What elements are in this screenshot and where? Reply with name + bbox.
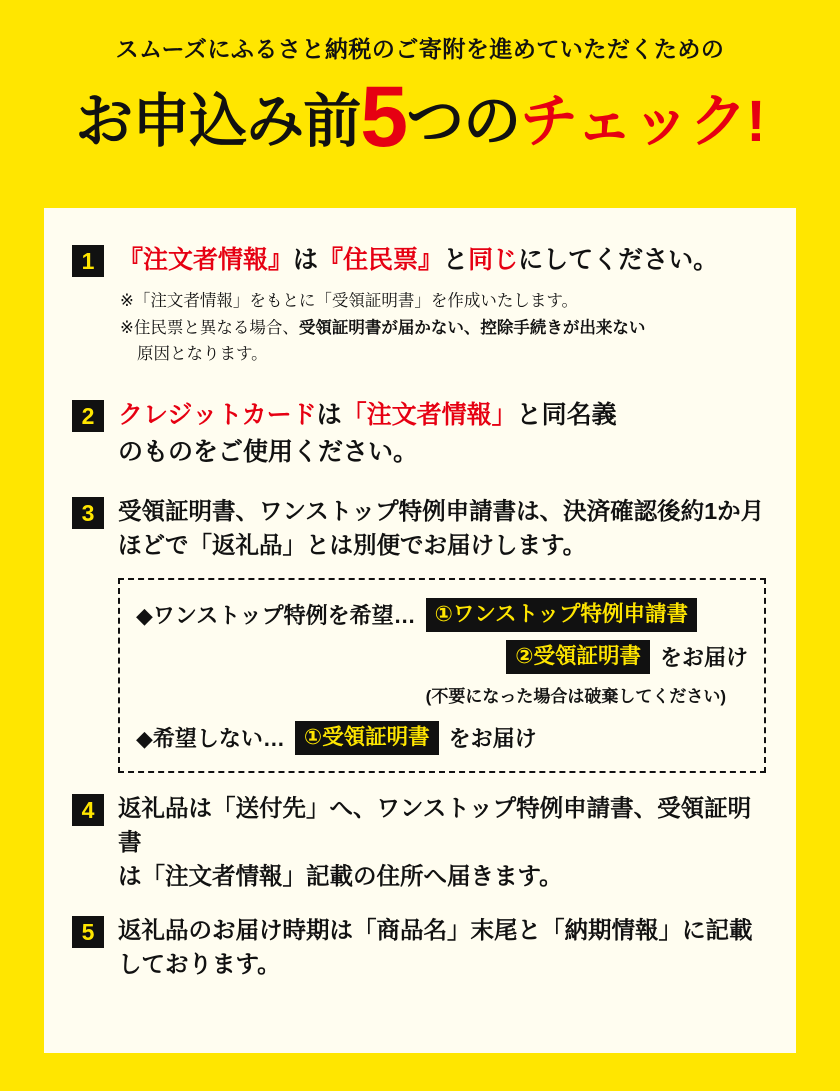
- item-1-note-2-b: 受領証明書が届かない、控除手続きが出来ない: [298, 318, 646, 337]
- page-header: [0, 0, 840, 165]
- item-2-line-1: [118, 397, 768, 433]
- title-part-2: つの: [406, 88, 521, 154]
- item-body-2: [118, 397, 768, 470]
- option-receipt-suffix: をお届け: [659, 645, 748, 671]
- item-1-note-2-a: ※住民票と異なる場合、: [120, 318, 299, 337]
- item-number-badge-2: 2: [72, 400, 104, 432]
- item-3-line-2: [118, 528, 768, 562]
- title-part-1: お申込み前: [75, 88, 361, 154]
- item-2-text-c: 「注文者情報」: [341, 401, 517, 430]
- item-1-text-b: は: [293, 246, 319, 274]
- item-number-badge-4: 4: [72, 794, 104, 826]
- checklist-item-1: [72, 242, 768, 367]
- item-1-text-d: と: [443, 246, 469, 274]
- checklist-card: [44, 208, 796, 1053]
- item-5-line-1: 返礼品のお届け時期は「商品名」末尾と「納期情報」に記載: [118, 916, 753, 943]
- item-body-5: [118, 913, 768, 981]
- option-row-no-onestop: [136, 721, 748, 755]
- checklist-item-4: [72, 791, 768, 893]
- checklist-item-2: [72, 397, 768, 470]
- item-1-text-a: 『注文者情報』: [118, 246, 294, 274]
- option-receipt-note: (不要になった場合は破棄してください): [425, 686, 726, 706]
- item-body-4: [118, 791, 768, 893]
- option-onestop-label: ◆ワンストップ特例を希望…: [136, 603, 416, 629]
- tag-receipt-certificate: ②受領証明書: [506, 640, 650, 674]
- tag-onestop-application: ①ワンストップ特例申請書: [426, 598, 697, 632]
- item-2-text-b: は: [316, 401, 342, 430]
- item-2-text-a: クレジットカード: [118, 401, 317, 430]
- item-1-line-1: [118, 242, 768, 278]
- item-3-line-1: 受領証明書、ワンストップ特例申請書は、決済確認後約1か月: [118, 497, 765, 524]
- item-number-badge-5: 5: [72, 916, 104, 948]
- page-title: [0, 68, 840, 165]
- option-row-receipt: [136, 640, 748, 674]
- checklist-item-5: [72, 913, 768, 981]
- item-body-1: [118, 242, 768, 367]
- option-no-onestop-suffix: をお届け: [448, 726, 537, 752]
- item-4-line-1: 返礼品は「送付先」へ、ワンストップ特例申請書、受領証明書: [118, 794, 752, 855]
- item-number-badge-3: 3: [72, 497, 104, 529]
- option-no-onestop-label: ◆希望しない…: [136, 726, 285, 752]
- item-1-text-e: 同じ: [468, 246, 519, 274]
- delivery-options-box: [118, 578, 766, 773]
- item-body-3: [118, 494, 768, 562]
- title-part-3: チェック!: [520, 88, 765, 154]
- item-1-note-1: ※「注文者情報」をもとに「受領証明書」を作成いたします。: [120, 292, 579, 311]
- item-number-badge-1: 1: [72, 245, 104, 277]
- item-3-text-a: ほどで「返礼品」とは: [118, 531, 353, 558]
- tag-receipt-only: ①受領証明書: [295, 721, 439, 755]
- header-lead-text: スムーズにふるさと納税のご寄附を進めていただくための: [115, 36, 725, 62]
- item-1-note-2: [120, 315, 768, 341]
- option-row-onestop: [136, 598, 748, 632]
- item-2-text-d: と同名義: [516, 401, 617, 430]
- item-5-line-2: しております。: [118, 950, 281, 977]
- title-number: 5: [360, 68, 407, 165]
- item-2-line-2: のものをご使用ください。: [118, 437, 419, 466]
- checklist-item-3: [72, 494, 768, 562]
- item-3-text-c: でお届けします。: [400, 531, 587, 558]
- item-4-line-2: は「注文者情報」記載の住所へ届きます。: [118, 862, 563, 889]
- item-1-notes: [120, 288, 768, 367]
- item-1-text-c: 『住民票』: [318, 246, 444, 274]
- item-1-text-f: にしてください。: [518, 246, 719, 274]
- item-3-text-b: 別便: [353, 531, 400, 558]
- item-1-note-3: 原因となります。: [137, 345, 268, 364]
